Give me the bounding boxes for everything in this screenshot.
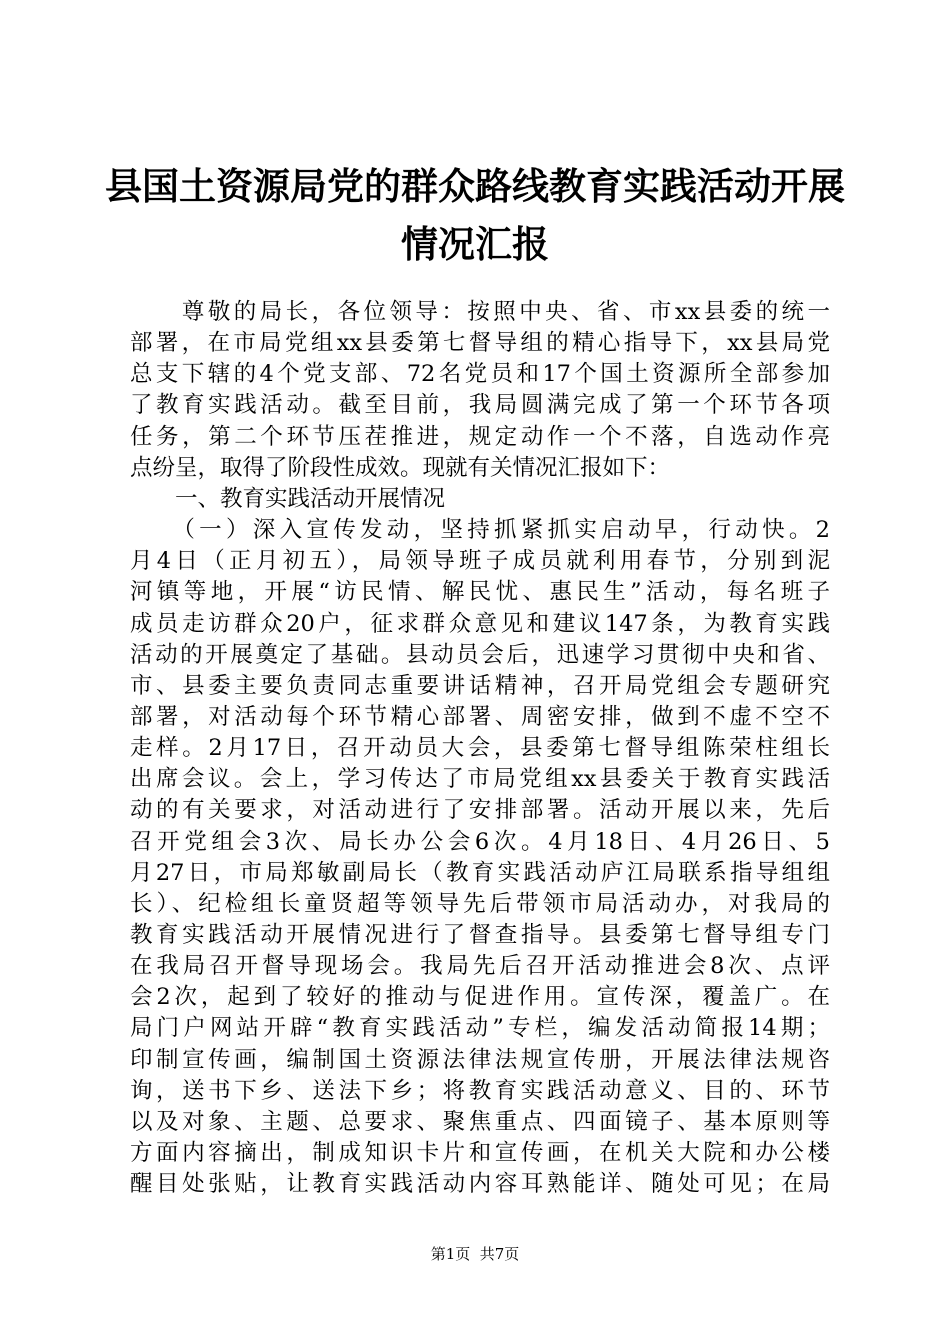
body-text-line: 出席会议。会上，学习传达了市局党组xx县委关于教育实践活 (130, 766, 830, 793)
body-text-line: 会2次，起到了较好的推动与促进作用。宣传深，覆盖广。在 (130, 984, 830, 1011)
body-text-line: 月4日（正月初五），局领导班子成员就利用春节，分别到泥 (130, 548, 830, 575)
body-text-line: 局门户网站开辟“教育实践活动”专栏，编发活动简报14期； (130, 1015, 830, 1042)
body-text-line: 部署，对活动每个环节精心部署、周密安排，做到不虚不空不 (130, 703, 830, 730)
body-text-line: 询，送书下乡、送法下乡；将教育实践活动意义、目的、环节 (130, 1077, 830, 1104)
body-text-line: 召开党组会3次、局长办公会6次。4月18日、4月26日、5 (130, 828, 830, 855)
body-text-line: 在我局召开督导现场会。我局先后召开活动推进会8次、点评 (130, 953, 830, 980)
body-text-line: 走样。2月17日，召开动员大会，县委第七督导组陈荣柱组长 (130, 735, 830, 762)
document-title-line-2: 情况汇报 (401, 222, 549, 266)
body-text-line: 长）、纪检组长童贤超等领导先后带领市局活动办，对我局的 (130, 890, 830, 917)
body-text-line: 成员走访群众20户，征求群众意见和建议147条，为教育实践 (130, 610, 830, 637)
body-text-line: 了教育实践活动。截至目前，我局圆满完成了第一个环节各项 (130, 392, 830, 419)
body-text-line: 任务，第二个环节压茬推进，规定动作一个不落，自选动作亮 (130, 423, 830, 450)
body-text-line: 动的有关要求，对活动进行了安排部署。活动开展以来，先后 (130, 797, 830, 824)
body-text-line: 醒目处张贴，让教育实践活动内容耳熟能详、随处可见；在局 (130, 1171, 830, 1198)
body-text-line: 月27日，市局郑敏副局长（教育实践活动庐江局联系指导组组 (130, 859, 830, 886)
body-text-line: 方面内容摘出，制成知识卡片和宣传画，在机关大院和办公楼 (130, 1140, 830, 1167)
body-text-line: 总支下辖的4个党支部、72名党员和17个国土资源所全部参加 (130, 361, 830, 388)
body-text-line: 市、县委主要负责同志重要讲话精神，召开局党组会专题研究 (130, 672, 830, 699)
page-footer: 第1页 共7页 (430, 1245, 520, 1263)
body-text-line: 尊敬的局长，各位领导：按照中央、省、市xx县委的统一 (130, 299, 830, 325)
body-text-line: 印制宣传画，编制国土资源法律法规宣传册，开展法律法规咨 (130, 1046, 830, 1073)
body-text-line: 活动的开展奠定了基础。县动员会后，迅速学习贯彻中央和省、 (130, 641, 830, 668)
body-text-line: 以及对象、主题、总要求、聚焦重点、四面镜子、基本原则等 (130, 1108, 830, 1135)
body-text-line: 河镇等地，开展“访民情、解民忧、惠民生”活动，每名班子 (130, 579, 830, 606)
body-text-line: （一）深入宣传发动，坚持抓紧抓实启动早，行动快。2 (130, 517, 830, 544)
body-text-line: 教育实践活动开展情况进行了督查指导。县委第七督导组专门 (130, 922, 830, 948)
body-text-line: 一、教育实践活动开展情况 (130, 485, 446, 512)
document-title-line-1: 县国土资源局党的群众路线教育实践活动开展 (105, 164, 845, 208)
body-text-line: 点纷呈，取得了阶段性成效。现就有关情况汇报如下： (130, 454, 671, 481)
body-text-line: 部署，在市局党组xx县委第七督导组的精心指导下，xx县局党 (130, 330, 830, 357)
